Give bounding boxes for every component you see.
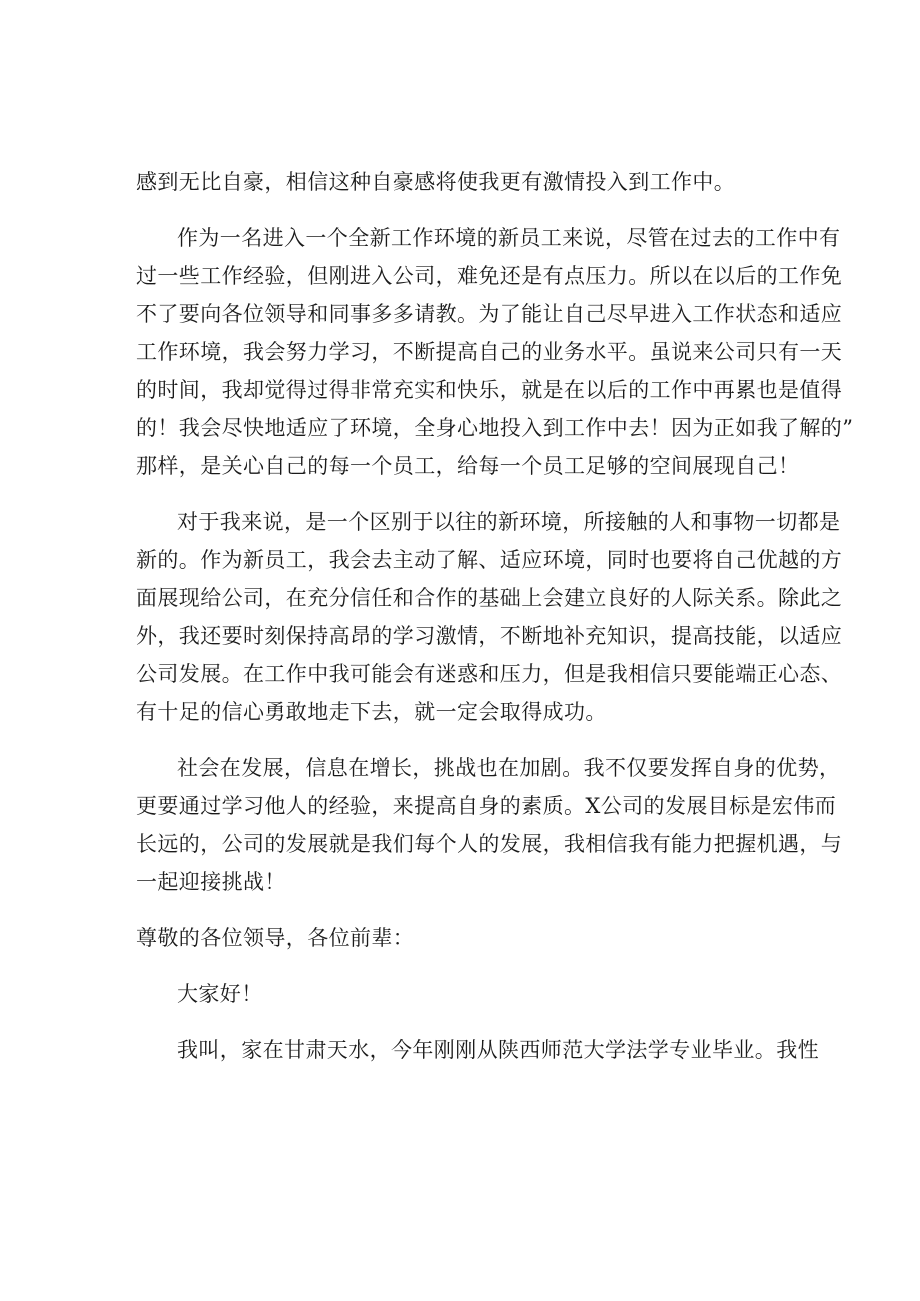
text-line: 感到无比自豪，相信这种自豪感将使我更有激情投入到工作中。 xyxy=(136,170,736,194)
text-line: 新的。作为新员工，我会去主动了解、适应环境，同时也要将自己优越的方 xyxy=(136,548,843,572)
text-line: 面展现给公司，在充分信任和合作的基础上会建立良好的人际关系。除此之 xyxy=(136,586,843,610)
paragraph-first-line: 我叫，家在甘肃天水，今年刚刚从陕西师范大学法学专业毕业。我性 xyxy=(177,1038,819,1062)
text-line: 工作环境，我会努力学习，不断提高自己的业务水平。虽说来公司只有一天 xyxy=(136,340,843,364)
text-line: 外，我还要时刻保持高昂的学习激情，不断地补充知识，提高技能，以适应 xyxy=(136,624,843,648)
text-line: 有十足的信心勇敢地走下去，就一定会取得成功。 xyxy=(136,700,607,724)
text-line: 那样，是关心自己的每一个员工，给每一个员工足够的空间展现自己！ xyxy=(136,454,800,478)
paragraph-first-line: 社会在发展，信息在增长，挑战也在加剧。我不仅要发挥自身的优势， xyxy=(177,756,841,780)
text-line: 的！我会尽快地适应了环境，全身心地投入到工作中去！因为正如我了解的” xyxy=(136,416,854,440)
text-line: 的时间，我却觉得过得非常充实和快乐，就是在以后的工作中再累也是值得 xyxy=(136,378,843,402)
greeting: 大家好！ xyxy=(177,982,263,1006)
text-line: 长远的，公司的发展就是我们每个人的发展，我相信我有能力把握机遇，与 xyxy=(136,832,843,856)
text-line: 更要通过学习他人的经验，来提高自身的素质。X公司的发展目标是宏伟而 xyxy=(136,794,837,818)
salutation: 尊敬的各位领导，各位前辈： xyxy=(136,926,415,950)
text-line: 公司发展。在工作中我可能会有迷惑和压力，但是我相信只要能端正心态、 xyxy=(136,662,843,686)
text-line: 过一些工作经验，但刚进入公司，难免还是有点压力。所以在以后的工作免 xyxy=(136,264,843,288)
text-line: 一起迎接挑战！ xyxy=(136,870,286,894)
paragraph-first-line: 作为一名进入一个全新工作环境的新员工来说，尽管在过去的工作中有 xyxy=(177,226,841,250)
paragraph-first-line: 对于我来说，是一个区别于以往的新环境，所接触的人和事物一切都是 xyxy=(177,510,841,534)
text-line: 不了要向各位领导和同事多多请教。为了能让自己尽早进入工作状态和适应 xyxy=(136,302,843,326)
